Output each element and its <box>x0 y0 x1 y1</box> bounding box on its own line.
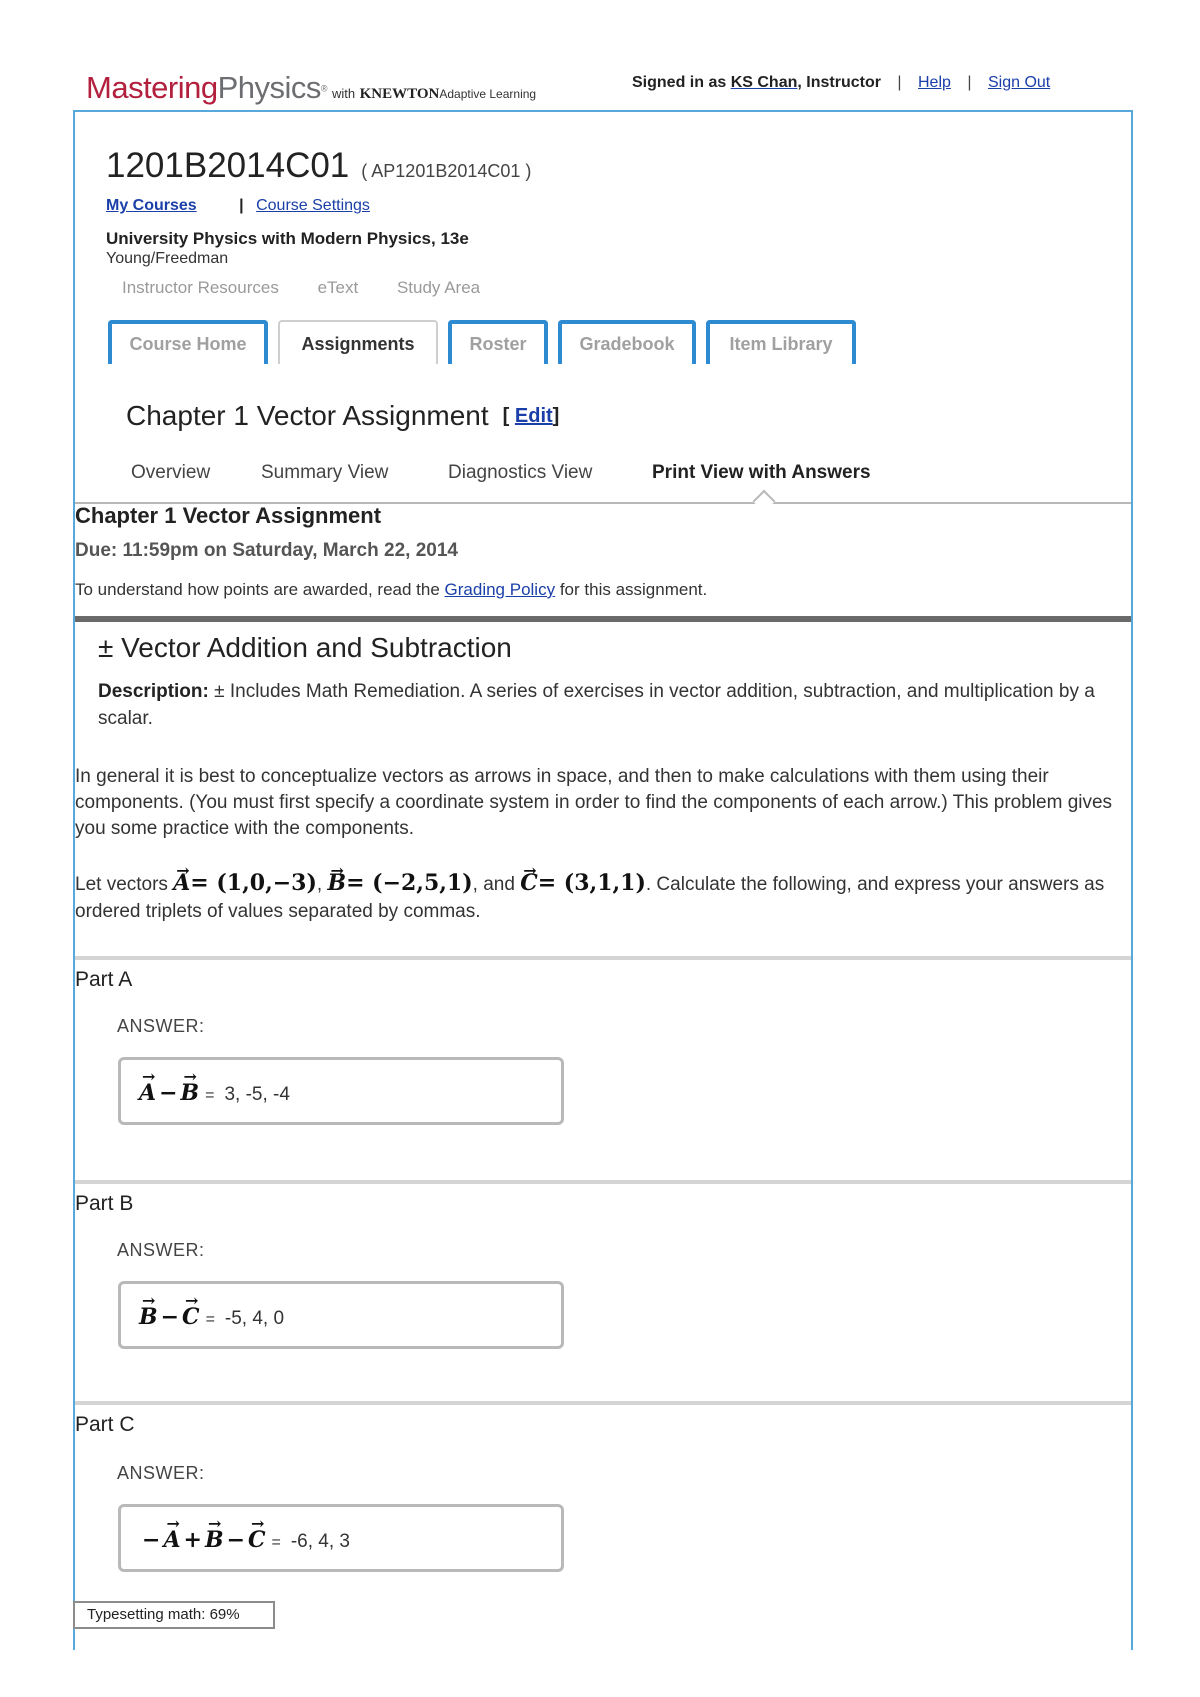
user-bar <box>632 74 1050 92</box>
vector-c-symbol: → C <box>248 1527 266 1553</box>
part-b-answer-box: → B −→ C = -5, 4, 0 <box>118 1281 564 1349</box>
book-title: University Physics with Modern Physics, 13e <box>106 229 469 248</box>
print-title: Chapter 1 Vector Assignment <box>75 503 382 528</box>
tab-assignments[interactable]: Assignments <box>278 320 438 364</box>
vector-a-symbol: → A <box>173 870 190 896</box>
problem-vectors-paragraph: Let vectors → A= (1,0,−3), → B= (−2,5,1), and → C= (3,1,1). Calculate the following, and express your answers as ordered triplets of values separated by commas. <box>75 870 1131 925</box>
active-indicator <box>753 490 776 513</box>
part-a-answer-value: 3, -5, -4 <box>224 1084 290 1105</box>
mastering-physics-logo: MasteringPhysics® with KNEWTONAdaptive Learning <box>86 70 537 105</box>
tab-course-home[interactable]: Course Home <box>108 320 268 364</box>
grading-policy-note: To understand how points are awarded, read the Grading Policy for this assignment. <box>75 580 708 599</box>
course-links <box>106 197 370 215</box>
part-c-label: Part C <box>75 1413 135 1436</box>
my-courses-link[interactable]: My Courses <box>106 197 197 214</box>
help-link[interactable]: Help <box>918 74 951 91</box>
part-b-answer-label: ANSWER: <box>117 1240 205 1260</box>
description-text: ± Includes Math Remediation. A series of exercises in vector addition, subtraction, and multiplication by a scalar. <box>98 681 1095 729</box>
separator: | <box>239 197 244 214</box>
edit-link[interactable]: Edit <box>514 405 553 427</box>
tab-item-library[interactable]: Item Library <box>706 320 856 364</box>
course-code: ( AP1201B2014C01 ) <box>361 161 532 181</box>
course-id: 1201B2014C01 ( AP1201B2014C01 ) <box>106 146 532 185</box>
subnav-overview[interactable]: Overview <box>131 462 211 483</box>
section-divider <box>75 616 1131 622</box>
frame-border-top <box>73 110 1133 112</box>
signed-in-prefix: Signed in as <box>632 74 727 91</box>
part-a-answer-label: ANSWER: <box>117 1016 205 1036</box>
grading-policy-link[interactable]: Grading Policy <box>444 580 556 599</box>
vector-b-symbol: → B <box>139 1304 158 1330</box>
etext-link[interactable]: eText <box>317 278 359 297</box>
vector-a-symbol: → A <box>163 1527 180 1553</box>
part-a-answer-box: → A −→ B = 3, -5, -4 <box>118 1057 564 1125</box>
problem-description <box>98 678 1098 732</box>
part-a-label: Part A <box>75 968 133 991</box>
part-b-answer-value: -5, 4, 0 <box>224 1308 285 1329</box>
due-date: Due: 11:59pm on Saturday, March 22, 2014 <box>75 540 458 561</box>
vector-a-symbol: → A <box>139 1080 156 1106</box>
frame-border-right <box>1131 110 1133 1650</box>
part-c-answer-label: ANSWER: <box>117 1463 205 1483</box>
vector-b-symbol: → B <box>327 870 346 896</box>
sign-out-link[interactable]: Sign Out <box>987 74 1051 91</box>
problem-title: ± Vector Addition and Subtraction <box>98 632 512 663</box>
description-label: Description: <box>98 681 209 702</box>
separator: | <box>897 74 902 91</box>
tab-roster[interactable]: Roster <box>448 320 548 364</box>
typesetting-status: Typesetting math: 69% <box>73 1601 275 1629</box>
subnav-diagnostics-view[interactable]: Diagnostics View <box>448 462 593 483</box>
book-authors: Young/Freedman <box>106 250 229 267</box>
instructor-resources-link[interactable]: Instructor Resources <box>122 278 279 297</box>
vector-b-symbol: → B <box>181 1080 200 1106</box>
problem-paragraph: In general it is best to conceptualize vectors as arrows in space, and then to make calculations with them using their components. (You must first specify a coordinate system in order to find the components of each arrow.) This problem gives you some practice with the components. <box>75 766 1113 839</box>
vector-b-symbol: → B <box>205 1527 224 1553</box>
part-c-answer-value: -6, 4, 3 <box>290 1531 351 1552</box>
user-role: , Instructor <box>797 74 881 91</box>
study-area-link[interactable]: Study Area <box>396 278 481 297</box>
course-settings-link[interactable]: Course Settings <box>256 197 370 214</box>
part-divider <box>75 1180 1131 1184</box>
user-name-link[interactable]: KS Chan <box>730 74 798 91</box>
resource-links <box>122 278 514 298</box>
part-c-answer-box: −→ A +→ B −→ C = -6, 4, 3 <box>118 1504 564 1572</box>
assignment-title: Chapter 1 Vector Assignment [ Edit] <box>126 400 560 431</box>
subnav-summary-view[interactable]: Summary View <box>261 462 389 483</box>
vector-c-symbol: → C <box>520 870 538 896</box>
vector-c-value: = (3,1,1) <box>537 870 646 896</box>
separator: | <box>967 74 972 91</box>
subnav-print-view[interactable]: Print View with Answers <box>652 462 871 483</box>
part-divider <box>75 956 1131 960</box>
vector-a-value: = (1,0,−3) <box>190 870 317 896</box>
edit-control: [ Edit] <box>502 405 560 427</box>
vector-b-value: = (−2,5,1) <box>346 870 473 896</box>
part-b-label: Part B <box>75 1192 134 1215</box>
vector-c-symbol: → C <box>182 1304 200 1330</box>
part-divider <box>75 1401 1131 1405</box>
tab-gradebook[interactable]: Gradebook <box>558 320 696 364</box>
